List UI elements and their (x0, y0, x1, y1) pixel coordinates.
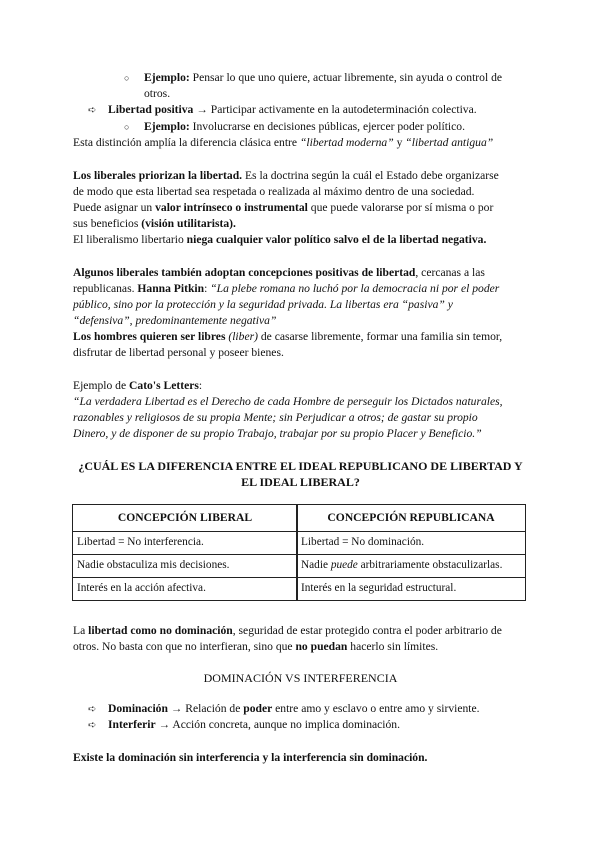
asignar-line-1: Puede asignar un valor intrínseco o instrumental que puede valorarse por sí misma o por (73, 201, 494, 214)
table-liberal-cell: Nadie obstaculiza mis decisiones. (73, 555, 298, 578)
table-liberal-cell: Libertad = No interferencia. (73, 532, 298, 555)
arrow-bullet-icon: ➪ (88, 720, 97, 731)
distincion-line: Esta distinción amplía la diferencia clásica entre “libertad moderna” y “libertad antigua” (73, 136, 494, 149)
algunos-line-1: Algunos liberales también adoptan concepciones positivas de libertad, cercanas a las (73, 266, 485, 279)
pitkin-line-1: republicanas. Hanna Pitkin: “La plebe romana no luchó por la democracia ni por el poder (73, 282, 500, 295)
final-statement: Existe la dominación sin interferencia y la interferencia sin dominación. (73, 751, 428, 764)
ejemplo-1: Ejemplo: Pensar lo que uno quiere, actuar libremente, sin ayuda o control de (144, 71, 503, 84)
bullet-dominacion: Dominación → Relación de poder entre amo y esclavo o entre amo y sirviente. (108, 702, 480, 715)
libertad-positiva: Libertad positiva → Participar activamente en la autodeterminación colectiva. (108, 103, 477, 116)
pitkin-line-2: público, sino por la protección y la seguridad privada. La libertas era “pasiva” y (73, 298, 453, 311)
question-heading-line-2: EL IDEAL LIBERAL? (241, 475, 360, 489)
no-dominacion-line-2: otros. No basta con que no interfieran, sino que no puedan hacerlo sin límites. (73, 640, 439, 653)
table-liberal-cell: Interés en la acción afectiva. (73, 578, 298, 601)
catos-quote-1: “La verdadera Libertad es el Derecho de cada Hombre de perseguir los Dictados naturales, (73, 395, 503, 408)
arrow-bullet-icon: ➪ (88, 105, 97, 116)
table-republicana-cell: Interés en la seguridad estructural. (297, 578, 526, 601)
catos-quote-3: Dinero, y de disponer de su propio Trabajo, trabajar por su propio Placer y Beneficio.” (73, 427, 482, 440)
asignar-line-2: sus beneficios (visión utilitarista). (73, 217, 236, 230)
table-republicana-cell: Libertad = No dominación. (297, 532, 526, 555)
pitkin-line-3: “defensiva”, predominantemente negativa” (73, 314, 277, 327)
ejemplo-2: Ejemplo: Involucrarse en decisiones públicas, ejercer poder político. (144, 120, 465, 133)
circle-bullet-icon: ○ (124, 122, 130, 132)
circle-bullet-icon: ○ (124, 73, 130, 83)
table-liberal-header: CONCEPCIÓN LIBERAL (73, 505, 298, 532)
section-title: DOMINACIÓN VS INTERFERENCIA (203, 671, 398, 685)
arrow-bullet-icon: ➪ (88, 704, 97, 715)
bullet-interferir: Interferir → Acción concreta, aunque no implica dominación. (108, 718, 400, 731)
catos-intro: Ejemplo de Cato's Letters: (73, 379, 203, 392)
catos-quote-2: razonables y religiosos de su propia Mente; sin Perjudicar a otros; de gastar su propio (73, 411, 478, 424)
hombres-line-2: disfrutar de libertad personal y poseer bienes. (73, 346, 284, 359)
libertario-line: El liberalismo libertario niega cualquier valor político salvo el de la libertad negativa. (73, 233, 487, 246)
no-dominacion-line-1: La libertad como no dominación, seguridad de estar protegido contra el poder arbitrario de (73, 624, 502, 637)
table-republicana (296, 504, 526, 601)
liberales-line-2: de modo que esta libertad sea respetada o realizada al máximo dentro de una sociedad. (73, 185, 475, 198)
table-liberal (72, 504, 298, 601)
table-republicana-header: CONCEPCIÓN REPUBLICANA (297, 505, 526, 532)
ejemplo-1-cont: otros. (144, 87, 171, 100)
hombres-line-1: Los hombres quieren ser libres (liber) de casarse libremente, formar una familia sin temor, (73, 330, 503, 343)
table-republicana-cell: Nadie puede arbitrariamente obstaculizarlas. (297, 555, 526, 578)
liberales-line-1: Los liberales priorizan la libertad. Es la doctrina según la cuál el Estado debe organizarse (73, 169, 499, 182)
question-heading-line-1: ¿CUÁL ES LA DIFERENCIA ENTRE EL IDEAL REPUBLICANO DE LIBERTAD Y (78, 459, 523, 473)
